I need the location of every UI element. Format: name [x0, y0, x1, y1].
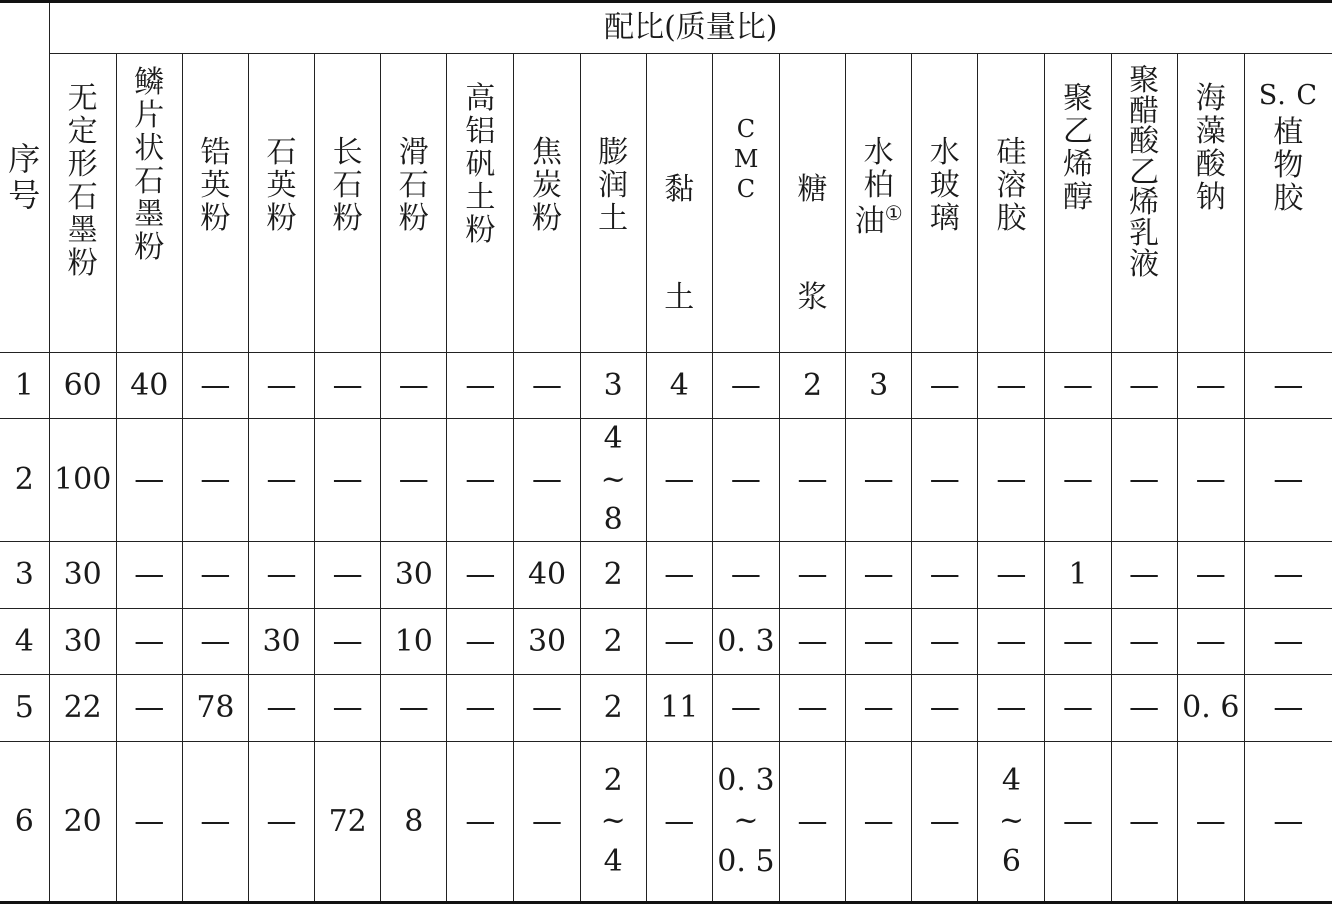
table-cell: —	[514, 675, 580, 742]
col-header-syrup: 糖浆	[779, 54, 845, 353]
sc-prefix-label: S. C	[1258, 80, 1319, 111]
table-cell: —	[978, 353, 1045, 419]
table-cell	[580, 419, 646, 542]
table-cell: —	[846, 675, 912, 742]
row-id: 3	[0, 542, 49, 609]
table-cell: —	[182, 542, 248, 609]
table-cell: —	[1111, 353, 1177, 419]
table-cell: —	[116, 542, 182, 609]
group-header: 配比(质量比)	[49, 2, 1332, 54]
table-cell: —	[514, 742, 580, 903]
range-value: 0. 3 ~ 0. 5	[717, 762, 775, 879]
col-header-bauxite-powder: 高铝矾土粉	[447, 54, 514, 353]
table-cell: —	[182, 742, 248, 903]
table-cell: —	[315, 609, 381, 675]
table-cell: 8	[381, 742, 447, 903]
range-value: 4 ~ 6	[998, 762, 1024, 879]
table-cell: —	[116, 609, 182, 675]
table-cell: 22	[49, 675, 116, 742]
table-cell: 0. 6	[1177, 675, 1244, 742]
row-id: 4	[0, 609, 49, 675]
table-cell: —	[381, 353, 447, 419]
table-cell: —	[514, 419, 580, 542]
col-header-sodium-alginate: 海藻酸钠	[1177, 54, 1244, 353]
table-cell: —	[315, 353, 381, 419]
table-cell: —	[1177, 742, 1244, 903]
table-cell: —	[646, 419, 712, 542]
table-row	[0, 742, 1332, 903]
table-cell: —	[846, 742, 912, 903]
table-cell: 30	[514, 609, 580, 675]
table-cell: —	[978, 675, 1045, 742]
table-cell: 30	[381, 542, 447, 609]
table-cell: —	[447, 353, 514, 419]
col-header-feldspar-powder: 长石粉	[315, 54, 381, 353]
table-cell: 60	[49, 353, 116, 419]
table-cell: —	[712, 675, 779, 742]
table-cell: —	[846, 609, 912, 675]
row-id: 1	[0, 353, 49, 419]
table-cell: —	[447, 675, 514, 742]
row-id: 6	[0, 742, 49, 903]
table-cell: —	[1177, 609, 1244, 675]
table-cell: 2	[580, 542, 646, 609]
col-header-water-asphalt	[846, 54, 912, 353]
col-header-quartz-powder: 石英粉	[248, 54, 314, 353]
table-cell: —	[1111, 675, 1177, 742]
table-cell: —	[978, 419, 1045, 542]
table-cell: —	[514, 353, 580, 419]
table-cell: —	[381, 419, 447, 542]
table-cell: —	[912, 742, 978, 903]
table-cell: —	[846, 542, 912, 609]
range-value: 4 ~ 8	[600, 421, 626, 537]
table-cell: —	[447, 609, 514, 675]
table-cell: —	[1177, 542, 1244, 609]
table-cell: —	[1111, 742, 1177, 903]
table-row	[0, 419, 1332, 542]
table-cell: —	[248, 419, 314, 542]
table-cell: —	[248, 675, 314, 742]
col-header-amorphous-graphite: 无定形石墨粉	[49, 54, 116, 353]
table-cell: —	[1045, 353, 1111, 419]
table-cell: 3	[580, 353, 646, 419]
table-cell: —	[1244, 675, 1332, 742]
col-header-flake-graphite: 鳞片状石墨粉	[116, 54, 182, 353]
row-id: 2	[0, 419, 49, 542]
col-header-silica-sol: 硅溶胶	[978, 54, 1045, 353]
table-cell: —	[315, 419, 381, 542]
serial-header: 序号	[0, 2, 49, 353]
col-header-bentonite: 膨润土	[580, 54, 646, 353]
table-cell: —	[447, 542, 514, 609]
table-cell: —	[912, 609, 978, 675]
table-row	[0, 353, 1332, 419]
table-cell: —	[116, 419, 182, 542]
table-cell: —	[447, 419, 514, 542]
table-cell: 30	[49, 542, 116, 609]
table-cell: —	[779, 742, 845, 903]
table-cell: —	[315, 675, 381, 742]
sc-rest-label: 植物胶	[1273, 115, 1304, 217]
col-header-sc-plant-gum	[1244, 54, 1332, 353]
table-row	[0, 542, 1332, 609]
table-cell: —	[248, 742, 314, 903]
table-cell: 72	[315, 742, 381, 903]
col-header-clay: 黏土	[646, 54, 712, 353]
table-cell: —	[1244, 609, 1332, 675]
table-cell: —	[1111, 419, 1177, 542]
table-cell: —	[1111, 542, 1177, 609]
table-cell: —	[447, 742, 514, 903]
table-cell: 100	[49, 419, 116, 542]
table-cell: 11	[646, 675, 712, 742]
table-cell: —	[912, 542, 978, 609]
table-cell: —	[779, 675, 845, 742]
col-header-cmc: CMC	[712, 54, 779, 353]
table-cell: 10	[381, 609, 447, 675]
table-cell: 78	[182, 675, 248, 742]
table-cell: —	[1045, 419, 1111, 542]
table-cell: —	[1045, 742, 1111, 903]
col-header-zircon-powder: 锆英粉	[182, 54, 248, 353]
table-row	[0, 675, 1332, 742]
table-cell: —	[1244, 353, 1332, 419]
col-header-pva: 聚乙烯醇	[1045, 54, 1111, 353]
table-cell: 4	[646, 353, 712, 419]
col-header-talc-powder: 滑石粉	[381, 54, 447, 353]
table-cell: 0. 3	[712, 609, 779, 675]
col-header-coke-powder: 焦炭粉	[514, 54, 580, 353]
table-cell: —	[978, 542, 1045, 609]
table-cell: —	[1244, 419, 1332, 542]
table-cell: —	[248, 353, 314, 419]
table-cell	[580, 742, 646, 903]
table-cell: —	[712, 353, 779, 419]
table-cell: 2	[779, 353, 845, 419]
table-cell: —	[182, 419, 248, 542]
table-cell: —	[1244, 742, 1332, 903]
table-cell: —	[779, 419, 845, 542]
table-row	[0, 609, 1332, 675]
table-cell: —	[1177, 419, 1244, 542]
table-cell: —	[116, 675, 182, 742]
water-asphalt-label: 水柏油	[854, 135, 894, 239]
table-cell: —	[182, 353, 248, 419]
table-cell: —	[646, 742, 712, 903]
table-cell: —	[1045, 675, 1111, 742]
table-cell: 40	[514, 542, 580, 609]
table-cell: 40	[116, 353, 182, 419]
table-cell: 20	[49, 742, 116, 903]
table-cell: —	[1177, 353, 1244, 419]
range-value: 2 ~ 4	[600, 762, 626, 879]
table-cell: —	[646, 542, 712, 609]
column-header-row	[0, 54, 1332, 353]
table-cell: —	[712, 419, 779, 542]
table-cell: —	[912, 419, 978, 542]
table-cell: 2	[580, 675, 646, 742]
table-cell: —	[978, 609, 1045, 675]
table-cell: —	[182, 609, 248, 675]
table-cell: 1	[1045, 542, 1111, 609]
table-cell: 2	[580, 609, 646, 675]
table-cell: —	[646, 609, 712, 675]
table-cell: —	[912, 353, 978, 419]
col-header-water-glass: 水玻璃	[912, 54, 978, 353]
table-cell: —	[381, 675, 447, 742]
table-cell: —	[1111, 609, 1177, 675]
table-cell: —	[116, 742, 182, 903]
table-cell	[712, 742, 779, 903]
table-cell: —	[779, 609, 845, 675]
table-cell: 30	[49, 609, 116, 675]
table-cell: 3	[846, 353, 912, 419]
table-cell: 30	[248, 609, 314, 675]
table-cell: —	[315, 542, 381, 609]
table-cell: —	[712, 542, 779, 609]
table-cell: —	[779, 542, 845, 609]
row-id: 5	[0, 675, 49, 742]
table-cell: —	[248, 542, 314, 609]
table-cell	[978, 742, 1045, 903]
table-cell: —	[846, 419, 912, 542]
table-cell: —	[912, 675, 978, 742]
col-header-pvac-emulsion: 聚醋酸乙烯乳液	[1111, 54, 1177, 353]
table-cell: —	[1244, 542, 1332, 609]
table-cell: —	[1045, 609, 1111, 675]
footnote-marker: ①	[884, 201, 903, 225]
